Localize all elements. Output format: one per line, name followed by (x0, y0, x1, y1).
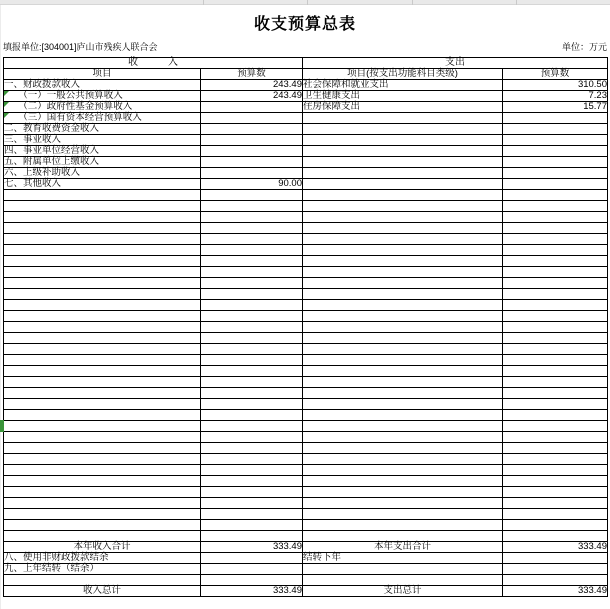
table-row (4, 377, 608, 388)
income-item-cell[interactable]: 九、上年结转（结余） (4, 564, 201, 575)
error-indicator-icon (4, 102, 9, 107)
budget-table (3, 57, 608, 597)
expense-item-cell[interactable] (303, 509, 503, 520)
table-row (4, 509, 608, 520)
expense-budget-cell[interactable] (503, 322, 608, 333)
report-unit-label: 填报单位:[304001]庐山市残疾人联合会 (3, 42, 158, 52)
income-item-cell[interactable]: （三）国有资本经营预算收入 (4, 113, 201, 124)
expense-item-cell[interactable] (303, 223, 503, 234)
income-budget-cell[interactable] (201, 531, 303, 542)
expense-item-cell[interactable] (303, 443, 503, 454)
income-item-cell[interactable]: 六、上级补助收入 (4, 168, 201, 179)
expense-budget-cell[interactable] (503, 465, 608, 476)
sheet-column-separator (203, 0, 204, 5)
table-row (4, 245, 608, 256)
expense-item-cell[interactable] (303, 333, 503, 344)
table-row (4, 432, 608, 443)
income-item-cell[interactable] (4, 355, 201, 366)
expense-item-cell[interactable] (303, 113, 503, 124)
income-item-cell[interactable] (4, 267, 201, 278)
expense-item-header[interactable]: 项目(按支出功能科目类级) (303, 69, 503, 80)
income-budget-cell[interactable] (201, 487, 303, 498)
table-row (4, 366, 608, 377)
income-item-cell[interactable] (4, 388, 201, 399)
expense-budget-cell[interactable]: 15.77 (503, 102, 608, 113)
expense-item-cell[interactable] (303, 322, 503, 333)
expense-budget-cell[interactable] (503, 190, 608, 201)
expense-item-cell[interactable] (303, 498, 503, 509)
income-budget-cell[interactable] (201, 113, 303, 124)
income-item-cell[interactable] (4, 377, 201, 388)
table-row (4, 190, 608, 201)
table-row (4, 355, 608, 366)
expense-budget-cell[interactable] (503, 245, 608, 256)
income-budget-cell[interactable] (201, 432, 303, 443)
income-item-cell[interactable] (4, 223, 201, 234)
table-row (4, 454, 608, 465)
income-item-cell[interactable]: 五、附属单位上缴收入 (4, 157, 201, 168)
expense-item-cell[interactable]: 本年支出合计 (303, 542, 503, 553)
expense-item-cell[interactable] (303, 520, 503, 531)
income-item-cell[interactable] (4, 443, 201, 454)
table-row (4, 267, 608, 278)
table-row (4, 146, 608, 157)
expense-budget-cell[interactable] (503, 498, 608, 509)
table-row (4, 531, 608, 542)
income-budget-cell[interactable] (201, 355, 303, 366)
income-budget-cell[interactable]: 243.49 (201, 91, 303, 102)
income-budget-cell[interactable] (201, 245, 303, 256)
expense-budget-cell[interactable] (503, 146, 608, 157)
expense-budget-cell[interactable] (503, 388, 608, 399)
expense-item-cell[interactable] (303, 245, 503, 256)
income-item-cell[interactable] (4, 245, 201, 256)
page-title: 收支预算总表 (253, 16, 356, 33)
table-row (4, 223, 608, 234)
table-row (4, 256, 608, 267)
expense-budget-cell[interactable] (503, 531, 608, 542)
income-budget-cell[interactable] (201, 388, 303, 399)
income-budget-cell[interactable] (201, 520, 303, 531)
expense-budget-cell[interactable] (503, 179, 608, 190)
table-row (4, 80, 608, 91)
income-item-cell[interactable] (4, 465, 201, 476)
expense-item-cell[interactable] (303, 135, 503, 146)
expense-budget-cell[interactable] (503, 168, 608, 179)
income-budget-cell[interactable] (201, 333, 303, 344)
table-row (4, 399, 608, 410)
table-row (4, 465, 608, 476)
expense-item-cell[interactable] (303, 377, 503, 388)
income-item-cell[interactable]: 四、事业单位经营收入 (4, 146, 201, 157)
income-item-cell[interactable] (4, 399, 201, 410)
expense-budget-cell[interactable] (503, 443, 608, 454)
expense-item-cell[interactable] (303, 146, 503, 157)
income-item-cell[interactable]: 三、事业收入 (4, 135, 201, 146)
expense-budget-cell[interactable] (503, 487, 608, 498)
expense-budget-cell[interactable] (503, 157, 608, 168)
income-budget-cell[interactable] (201, 553, 303, 564)
error-indicator-icon (4, 113, 9, 118)
income-budget-cell[interactable] (201, 443, 303, 454)
income-item-cell[interactable] (4, 289, 201, 300)
income-item-cell[interactable] (4, 201, 201, 212)
sheet-column-separator (412, 0, 413, 5)
expense-budget-cell[interactable] (503, 454, 608, 465)
income-item-cell[interactable]: （一）一般公共预算收入 (4, 91, 201, 102)
expense-item-cell[interactable]: 社会保障和就业支出 (303, 80, 503, 91)
income-budget-cell[interactable] (201, 190, 303, 201)
table-row (4, 322, 608, 333)
expense-item-cell[interactable] (303, 399, 503, 410)
income-budget-cell[interactable] (201, 201, 303, 212)
income-budget-cell[interactable] (201, 168, 303, 179)
table-row (4, 333, 608, 344)
expense-budget-cell[interactable] (503, 212, 608, 223)
expense-item-cell[interactable] (303, 564, 503, 575)
income-budget-cell[interactable] (201, 377, 303, 388)
sheet-left-strip (0, 5, 1, 609)
table-row (4, 564, 608, 575)
expense-budget-cell[interactable] (503, 113, 608, 124)
table-row (4, 388, 608, 399)
error-indicator-icon (4, 91, 9, 96)
expense-budget-header[interactable]: 预算数 (503, 69, 608, 80)
expense-item-cell[interactable] (303, 388, 503, 399)
income-budget-cell[interactable] (201, 124, 303, 135)
expense-item-cell[interactable] (303, 531, 503, 542)
table-row (4, 575, 608, 586)
income-budget-cell[interactable] (201, 256, 303, 267)
table-row (4, 201, 608, 212)
table-row (4, 135, 608, 146)
income-budget-cell[interactable] (201, 476, 303, 487)
expense-budget-cell[interactable] (503, 410, 608, 421)
income-item-cell[interactable] (4, 476, 201, 487)
income-budget-cell[interactable] (201, 267, 303, 278)
table-row (4, 553, 608, 564)
expense-item-cell[interactable] (303, 300, 503, 311)
table-row (4, 179, 608, 190)
income-budget-cell[interactable]: 333.49 (201, 542, 303, 553)
income-item-cell[interactable]: 一、财政拨款收入 (4, 80, 201, 91)
income-budget-cell[interactable] (201, 399, 303, 410)
income-item-cell[interactable] (4, 311, 201, 322)
income-budget-cell[interactable]: 243.49 (201, 80, 303, 91)
table-row (4, 542, 608, 553)
table-row (4, 586, 608, 597)
income-item-header[interactable]: 项目 (4, 69, 201, 80)
income-budget-cell[interactable] (201, 212, 303, 223)
expense-budget-cell[interactable] (503, 377, 608, 388)
table-row (4, 278, 608, 289)
expense-section-header[interactable]: 支出 (303, 58, 608, 69)
income-budget-cell[interactable] (201, 223, 303, 234)
income-budget-cell[interactable] (201, 300, 303, 311)
income-item-cell[interactable] (4, 432, 201, 443)
expense-item-cell[interactable] (303, 366, 503, 377)
expense-budget-cell[interactable] (503, 311, 608, 322)
income-item-cell[interactable] (4, 278, 201, 289)
expense-item-cell[interactable] (303, 355, 503, 366)
expense-item-cell[interactable] (303, 168, 503, 179)
income-item-cell[interactable] (4, 531, 201, 542)
table-row (4, 234, 608, 245)
income-budget-cell[interactable] (201, 157, 303, 168)
expense-item-cell[interactable] (303, 465, 503, 476)
expense-item-cell[interactable] (303, 344, 503, 355)
table-row (4, 168, 608, 179)
expense-budget-cell[interactable]: 7.23 (503, 91, 608, 102)
table-row (4, 124, 608, 135)
expense-item-cell[interactable] (303, 575, 503, 586)
expense-item-cell[interactable] (303, 190, 503, 201)
income-item-cell[interactable] (4, 410, 201, 421)
expense-budget-cell[interactable] (503, 234, 608, 245)
expense-budget-cell[interactable] (503, 201, 608, 212)
income-budget-cell[interactable] (201, 509, 303, 520)
expense-item-cell[interactable] (303, 454, 503, 465)
expense-item-cell[interactable] (303, 157, 503, 168)
table-row (4, 443, 608, 454)
sheet-column-separator (516, 0, 517, 5)
table-row (4, 300, 608, 311)
income-budget-cell[interactable] (201, 322, 303, 333)
budget-rows (4, 80, 608, 597)
sheet-column-separator (307, 0, 308, 5)
income-item-cell[interactable] (4, 454, 201, 465)
expense-budget-cell[interactable] (503, 256, 608, 267)
table-row (4, 421, 608, 432)
expense-budget-cell[interactable] (503, 124, 608, 135)
income-budget-cell[interactable] (201, 410, 303, 421)
income-item-cell[interactable] (4, 344, 201, 355)
expense-item-cell[interactable]: 卫生健康支出 (303, 91, 503, 102)
expense-item-cell[interactable] (303, 179, 503, 190)
expense-budget-cell[interactable] (503, 432, 608, 443)
expense-budget-cell[interactable]: 310.50 (503, 80, 608, 91)
expense-budget-cell[interactable] (503, 333, 608, 344)
table-row (4, 91, 608, 102)
table-row (4, 157, 608, 168)
expense-budget-cell[interactable] (503, 564, 608, 575)
expense-item-cell[interactable] (303, 410, 503, 421)
table-row (4, 113, 608, 124)
expense-budget-cell[interactable] (503, 278, 608, 289)
expense-item-cell[interactable] (303, 234, 503, 245)
expense-budget-cell[interactable] (503, 300, 608, 311)
expense-item-cell[interactable]: 支出总计 (303, 586, 503, 597)
expense-budget-cell[interactable] (503, 575, 608, 586)
income-item-cell[interactable] (4, 190, 201, 201)
income-item-cell[interactable]: （二）政府性基金预算收入 (4, 102, 201, 113)
expense-budget-cell[interactable] (503, 223, 608, 234)
income-item-cell[interactable] (4, 421, 201, 432)
expense-budget-cell[interactable] (503, 476, 608, 487)
table-row (4, 487, 608, 498)
income-budget-cell[interactable] (201, 289, 303, 300)
income-item-cell[interactable] (4, 520, 201, 531)
expense-item-cell[interactable] (303, 421, 503, 432)
expense-budget-cell[interactable] (503, 135, 608, 146)
expense-budget-cell[interactable]: 333.49 (503, 542, 608, 553)
expense-budget-cell[interactable] (503, 520, 608, 531)
income-budget-cell[interactable] (201, 278, 303, 289)
income-item-cell[interactable]: 二、教育收费资金收入 (4, 124, 201, 135)
expense-item-cell[interactable] (303, 289, 503, 300)
income-item-cell[interactable]: 八、使用非财政拨款结余 (4, 553, 201, 564)
income-budget-cell[interactable] (201, 564, 303, 575)
income-budget-cell[interactable] (201, 575, 303, 586)
income-budget-cell[interactable] (201, 311, 303, 322)
expense-item-cell[interactable] (303, 278, 503, 289)
table-row (4, 289, 608, 300)
expense-budget-cell[interactable] (503, 267, 608, 278)
income-item-cell[interactable] (4, 498, 201, 509)
expense-item-cell[interactable]: 住房保障支出 (303, 102, 503, 113)
expense-budget-cell[interactable]: 333.49 (503, 586, 608, 597)
expense-budget-cell[interactable] (503, 344, 608, 355)
expense-budget-cell[interactable] (503, 399, 608, 410)
income-item-cell[interactable] (4, 366, 201, 377)
income-budget-cell[interactable] (201, 454, 303, 465)
income-item-cell[interactable]: 本年收入合计 (4, 542, 201, 553)
income-budget-cell[interactable] (201, 498, 303, 509)
income-item-cell[interactable] (4, 322, 201, 333)
income-budget-cell[interactable] (201, 135, 303, 146)
expense-budget-cell[interactable] (503, 289, 608, 300)
income-item-cell[interactable] (4, 212, 201, 223)
income-item-cell[interactable] (4, 487, 201, 498)
income-budget-cell[interactable] (201, 234, 303, 245)
expense-item-cell[interactable] (303, 476, 503, 487)
expense-budget-cell[interactable] (503, 421, 608, 432)
expense-item-cell[interactable] (303, 311, 503, 322)
income-budget-cell[interactable]: 333.49 (201, 586, 303, 597)
meta-row (3, 42, 607, 52)
expense-budget-cell[interactable] (503, 553, 608, 564)
section-header-row (4, 58, 608, 69)
expense-item-cell[interactable]: 结转下年 (303, 553, 503, 564)
income-budget-header[interactable]: 预算数 (201, 69, 303, 80)
expense-budget-cell[interactable] (503, 355, 608, 366)
income-budget-cell[interactable] (201, 366, 303, 377)
income-budget-cell[interactable] (201, 421, 303, 432)
income-item-cell[interactable]: 七、其他收入 (4, 179, 201, 190)
expense-budget-cell[interactable] (503, 366, 608, 377)
table-row (4, 102, 608, 113)
table-row (4, 344, 608, 355)
sheet-header-strip (0, 0, 610, 5)
expense-item-cell[interactable] (303, 256, 503, 267)
expense-item-cell[interactable] (303, 432, 503, 443)
income-item-cell[interactable]: 收入总计 (4, 586, 201, 597)
table-row (4, 520, 608, 531)
income-budget-cell[interactable] (201, 102, 303, 113)
expense-budget-cell[interactable] (503, 509, 608, 520)
income-section-header[interactable]: 收 入 (4, 58, 303, 69)
income-item-cell[interactable] (4, 234, 201, 245)
green-left-marker-icon (0, 420, 4, 432)
table-row (4, 212, 608, 223)
table-row (4, 311, 608, 322)
income-budget-cell[interactable] (201, 344, 303, 355)
income-budget-cell[interactable] (201, 146, 303, 157)
expense-item-cell[interactable] (303, 212, 503, 223)
unit-note-label: 单位：万元 (561, 42, 607, 52)
income-item-cell[interactable] (4, 333, 201, 344)
income-item-cell[interactable] (4, 575, 201, 586)
expense-item-cell[interactable] (303, 267, 503, 278)
expense-item-cell[interactable] (303, 201, 503, 212)
income-budget-cell[interactable]: 90.00 (201, 179, 303, 190)
income-budget-cell[interactable] (201, 465, 303, 476)
income-item-cell[interactable] (4, 300, 201, 311)
table-row (4, 410, 608, 421)
column-header-row (4, 69, 608, 80)
income-item-cell[interactable] (4, 509, 201, 520)
table-row (4, 476, 608, 487)
expense-item-cell[interactable] (303, 124, 503, 135)
expense-item-cell[interactable] (303, 487, 503, 498)
income-item-cell[interactable] (4, 256, 201, 267)
table-row (4, 498, 608, 509)
